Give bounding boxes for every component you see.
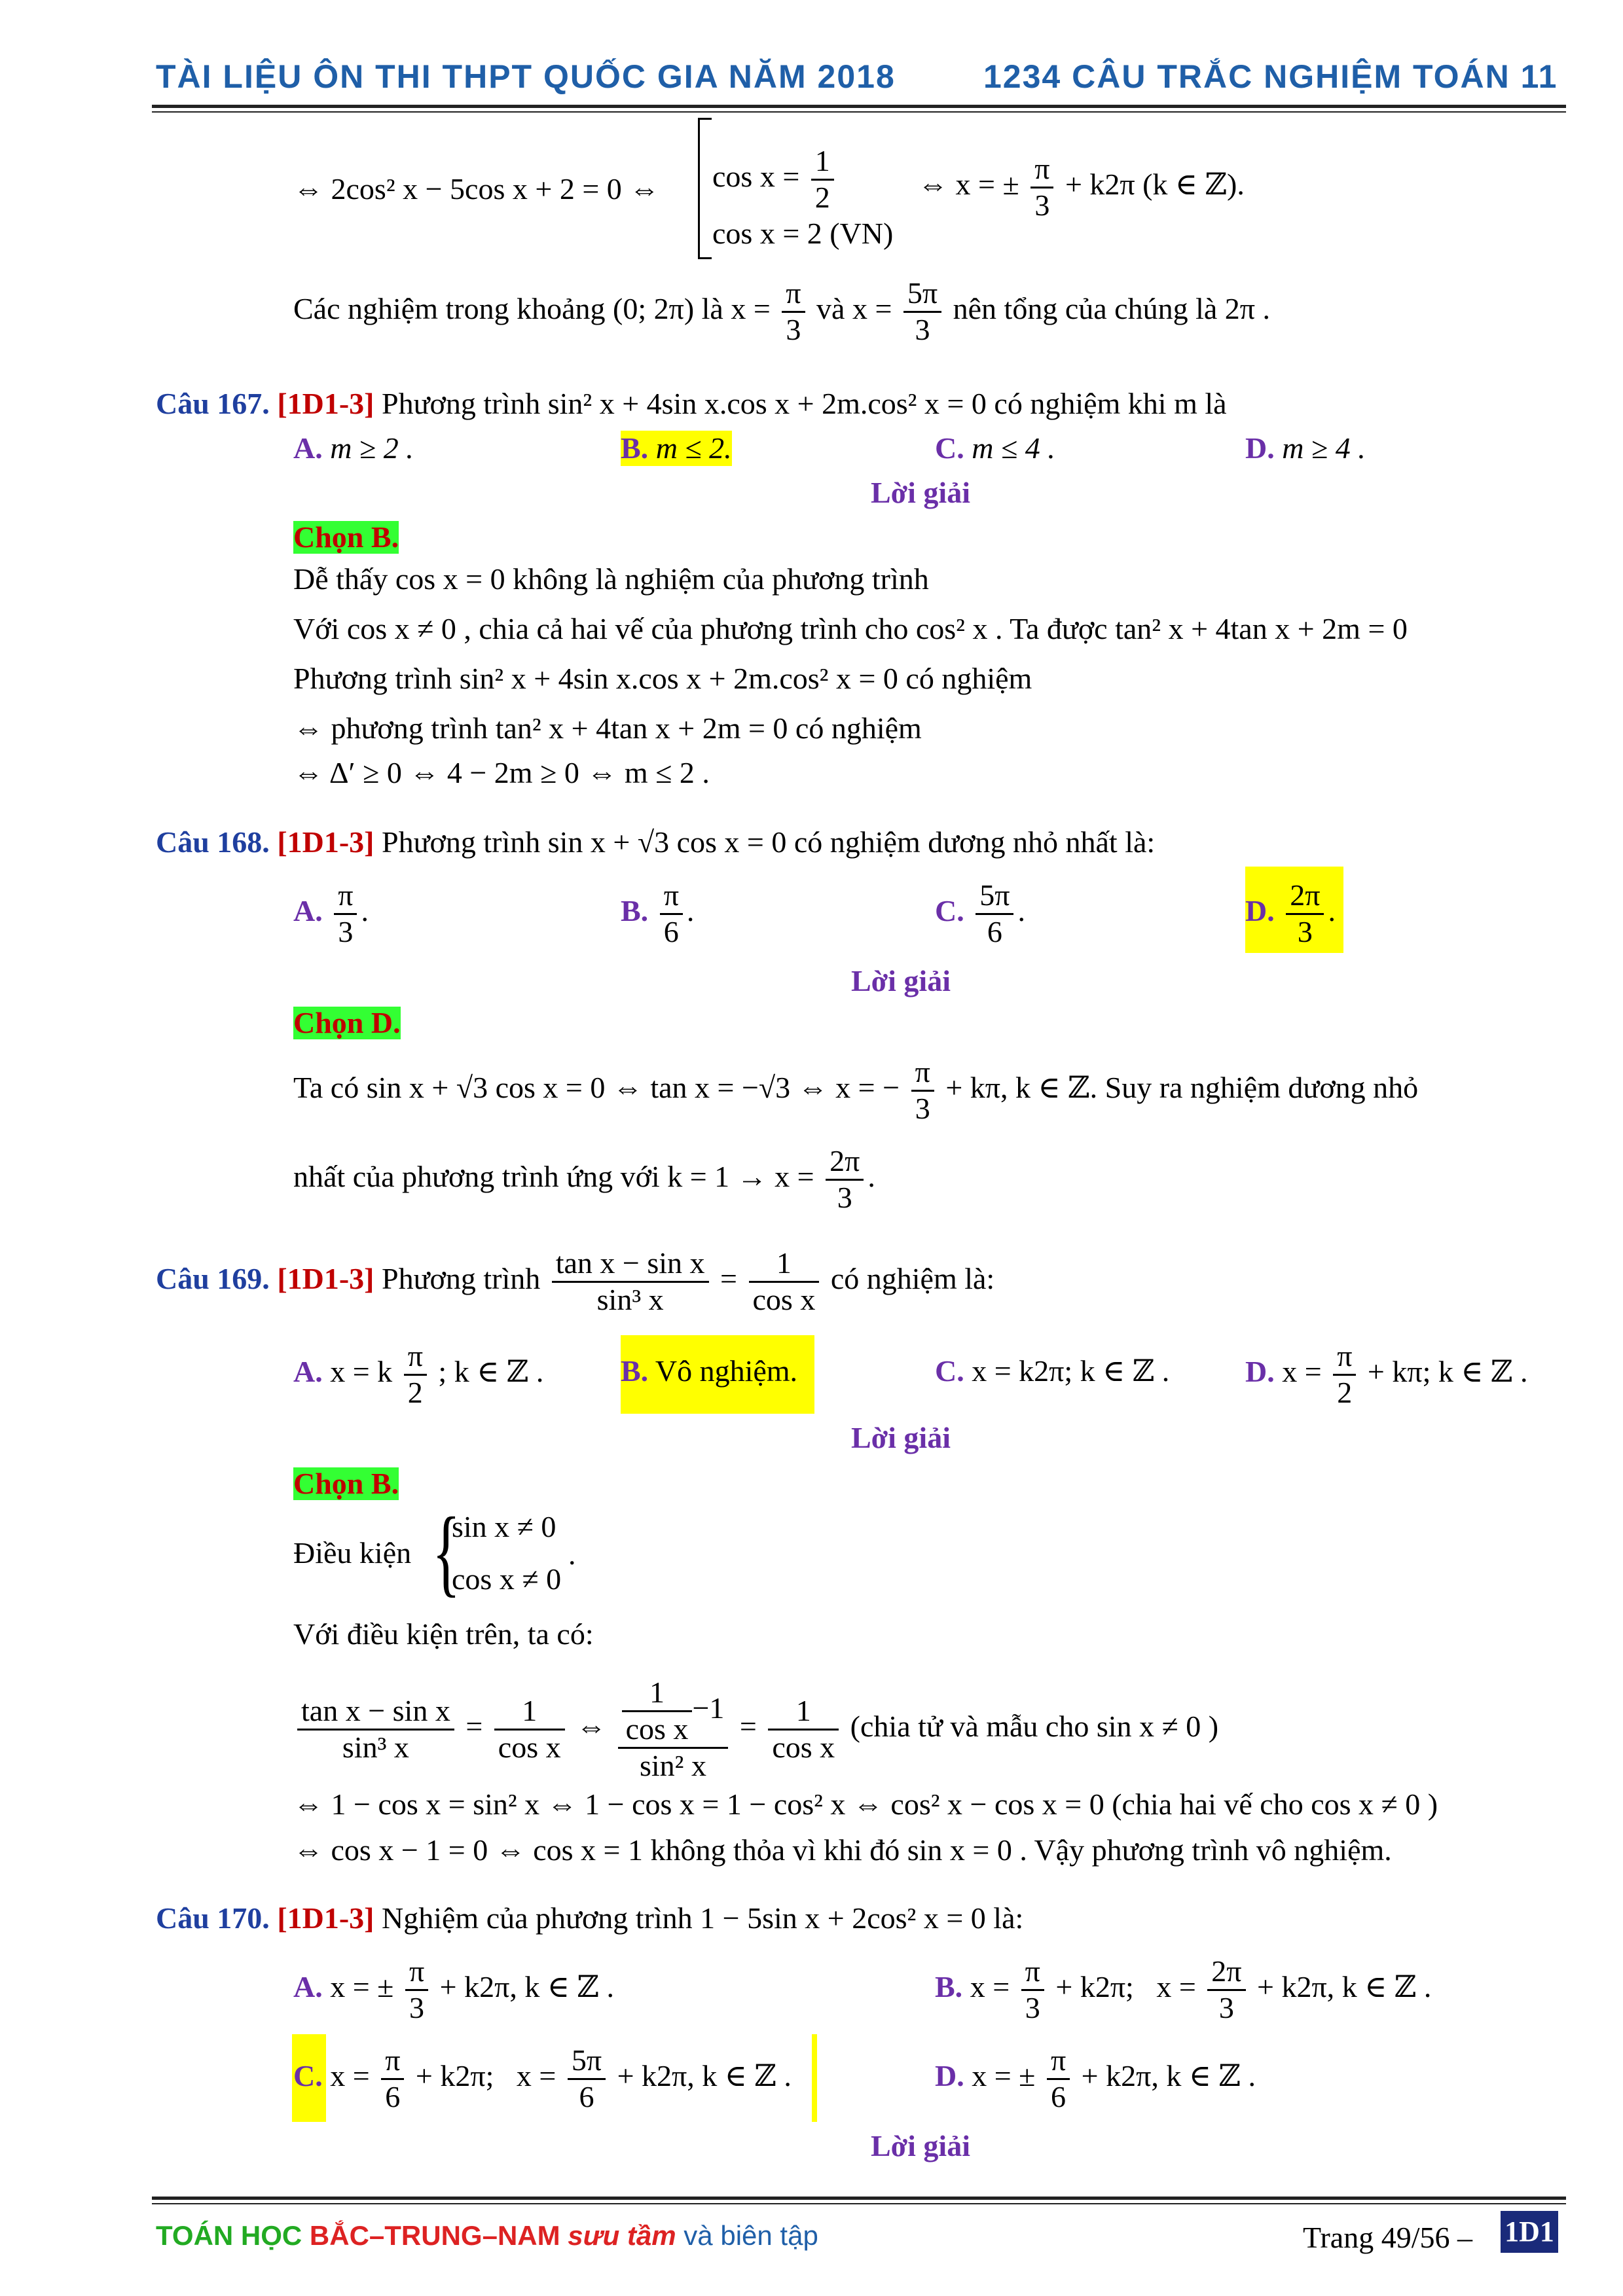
q169-title: Câu 169. [1D1-3] Phương trình $\frac{\text{tan x − sin x}}{\text{sin³ x}}$ = $\frac{1}{\text{cos x}}$ có nghiệm là:	[156, 1246, 995, 1316]
header-left: TÀI LIỆU ÔN THI THPT QUỐC GIA NĂM 2018	[156, 58, 896, 95]
fraction: $\frac{1}{\text{cos x}}$ −1 sin² x	[618, 1676, 729, 1784]
fraction: $\frac{\pi}{3}$	[782, 276, 805, 348]
q168-title: Câu 168. [1D1-3] Phương trình sin x + √3 cos x = 0 có nghiệm dương nhỏ nhất là:	[156, 825, 1156, 859]
header-right: 1234 CÂU TRẮC NGHIỆM TOÁN 11	[983, 58, 1558, 95]
q167-option-c: C. m ≤ 4 .	[935, 431, 1055, 465]
fraction: $\frac{2\pi}{3}$	[826, 1144, 864, 1215]
header-rule	[152, 105, 1566, 108]
q167-option-d: D. m ≥ 4 .	[1245, 431, 1366, 465]
q169-s2: $\frac{\text{tan x − sin x}}{\text{sin³ x}}$ = $\frac{1}{\text{cos x}}$ ⇔ $\frac{1}{\text{cos x}}$ −1 sin² x = $\frac{1}{\text{cos x}}$ (chia tử và mẫu cho sin x ≠ 0 )	[293, 1676, 1218, 1784]
q170-c-highlight-bar	[812, 2034, 817, 2122]
page-number: Trang 49/56 –	[1303, 2221, 1472, 2254]
q170-option-a: A. x = ± $\frac{\pi}{3}$ + k2π, k ∈ ℤ .	[293, 1954, 614, 2024]
fraction: $\frac{\pi}{3}$	[1030, 152, 1053, 223]
fraction: $\frac{\pi}{6}$	[660, 878, 683, 950]
q168-option-d: D. $\frac{2\pi}{3}$ .	[1245, 878, 1336, 948]
q167-option-b: B. m ≤ 2.	[621, 431, 732, 465]
q169-option-b: B. Vô nghiệm.	[621, 1354, 798, 1388]
footer-left: TOÁN HỌC BẮC–TRUNG–NAM sưu tầm và biên tập	[156, 2220, 818, 2251]
q168-s1: Ta có sin x + √3 cos x = 0 ⇔ tan x = −√3 ⇔ x = − $\frac{\pi}{3}$ + kπ, k ∈ ℤ. Suy ra nghiệm dương nhỏ	[293, 1055, 1419, 1125]
q169-dk: Điều kiện	[293, 1536, 412, 1570]
q170-option-b: B. x = $\frac{\pi}{3}$ + k2π; x = $\frac{2\pi}{3}$ + k2π, k ∈ ℤ .	[935, 1954, 1432, 2024]
q167-s1: Dễ thấy cos x = 0 không là nghiệm của phương trình	[293, 562, 929, 596]
fraction: $\frac{\pi}{2}$	[404, 1339, 427, 1410]
q168-option-a: A. $\frac{\pi}{3}$ .	[293, 878, 369, 948]
fraction: $\frac{\text{tan x − sin x}}{\text{sin³ x}}$	[552, 1246, 709, 1318]
q167-s3: Phương trình sin² x + 4sin x.cos x + 2m.cos² x = 0 có nghiệm	[293, 662, 1032, 695]
q170-option-d: D. x = ± $\frac{\pi}{6}$ + k2π, k ∈ ℤ .	[935, 2043, 1256, 2113]
q169-s1: Với điều kiện trên, ta có:	[293, 1617, 594, 1651]
q170-loigiai: Lời giải	[871, 2129, 970, 2162]
footer-rule	[152, 2197, 1566, 2200]
fraction: $\frac{5\pi}{6}$	[568, 2043, 606, 2115]
q167-loigiai: Lời giải	[871, 476, 970, 509]
fraction: $\frac{\pi}{3}$	[334, 878, 357, 950]
q168-s2: nhất của phương trình ứng với k = 1 → x = $\frac{2\pi}{3}$ .	[293, 1144, 875, 1214]
fraction: $\frac{1}{\text{cos x}}$	[768, 1694, 839, 1765]
fraction: $\frac{\pi}{3}$	[1021, 1954, 1044, 2026]
q169-option-c: C. x = k2π; k ∈ ℤ .	[935, 1354, 1170, 1388]
q167-title: Câu 167. [1D1-3] Phương trình sin² x + 4sin x.cos x + 2m.cos² x = 0 có nghiệm khi m là	[156, 387, 1227, 420]
q169-option-d: D. x = $\frac{\pi}{2}$ + kπ; k ∈ ℤ .	[1245, 1339, 1528, 1409]
footer-rule-thin	[152, 2203, 1566, 2204]
q169-option-a: A. x = k $\frac{\pi}{2}$ ; k ∈ ℤ .	[293, 1339, 544, 1409]
q169-dk-dot: .	[568, 1537, 576, 1571]
prev-sum: Các nghiệm trong khoảng (0; 2π) là x = $\frac{\pi}{3}$ và x = $\frac{5\pi}{3}$ nên tổng của chúng là 2π .	[293, 276, 1270, 346]
fraction: $\frac{\pi}{3}$	[405, 1954, 428, 2026]
q169-s3: ⇔ 1 − cos x = sin² x ⇔ 1 − cos x = 1 − cos² x ⇔ cos² x − cos x = 0 (chia hai vế cho cos x ≠ 0 )	[293, 1787, 1438, 1821]
q168-loigiai: Lời giải	[851, 964, 951, 997]
fraction: $\frac{\pi}{6}$	[1047, 2043, 1070, 2115]
fraction: $\frac{5\pi}{3}$	[903, 276, 941, 348]
prev-eq: ⇔ 2cos² x − 5cos x + 2 = 0 ⇔	[293, 172, 660, 206]
prev-case2: cos x = 2 (VN)	[712, 217, 894, 250]
q167-s2: Với cos x ≠ 0 , chia cả hai vế của phương trình cho cos² x . Ta được tan² x + 4tan x + 2m = 0	[293, 612, 1408, 645]
fraction: $\frac{1}{\text{cos x}}$	[494, 1694, 565, 1765]
q168-d-highlight-bar	[1338, 867, 1343, 953]
q167-s4: ⇔ phương trình tan² x + 4tan x + 2m = 0 có nghiệm	[293, 711, 922, 745]
fraction: $\frac{\pi}{6}$	[381, 2043, 404, 2115]
q170-option-c: C. x = $\frac{\pi}{6}$ + k2π; x = $\frac{5\pi}{6}$ + k2π, k ∈ ℤ .	[293, 2043, 792, 2113]
q169-dk2: cos x ≠ 0	[452, 1562, 562, 1596]
fraction: $\frac{\pi}{3}$	[911, 1055, 934, 1126]
fraction: $\frac{2\pi}{3}$	[1207, 1954, 1245, 2026]
q169-dk1: sin x ≠ 0	[452, 1510, 556, 1543]
fraction: $\frac{5\pi}{6}$	[976, 878, 1013, 950]
prev-case1: cos x = $\frac{1}{2}$	[712, 144, 838, 215]
brace-icon: {	[432, 1498, 461, 1606]
q169-chon: Chọn B.	[293, 1467, 399, 1500]
header-rule-thin	[152, 111, 1566, 113]
q167-s5: ⇔ Δ′ ≥ 0 ⇔ 4 − 2m ≥ 0 ⇔ m ≤ 2 .	[293, 756, 710, 789]
q170-title: Câu 170. [1D1-3] Nghiệm của phương trình 1 − 5sin x + 2cos² x = 0 là:	[156, 1901, 1024, 1935]
fraction: $\frac{1}{2}$	[811, 144, 834, 215]
q169-loigiai: Lời giải	[851, 1421, 951, 1454]
q169-s4: ⇔ cos x − 1 = 0 ⇔ cos x = 1 không thỏa vì khi đó sin x = 0 . Vậy phương trình vô nghiệm.	[293, 1833, 1392, 1867]
q168-option-b: B. $\frac{\pi}{6}$ .	[621, 878, 695, 948]
q168-chon: Chọn D.	[293, 1006, 401, 1039]
case-bracket	[698, 118, 712, 259]
fraction: $\frac{\text{tan x − sin x}}{\text{sin³ x}}$	[297, 1694, 454, 1765]
q167-option-a: A. m ≥ 2 .	[293, 431, 414, 465]
fraction: $\frac{1}{\text{cos x}}$	[749, 1246, 820, 1318]
prev-result: ⇔ x = ± $\frac{\pi}{3}$ + k2π (k ∈ ℤ).	[918, 152, 1245, 222]
fraction: $\frac{\pi}{2}$	[1333, 1339, 1356, 1410]
q167-chon: Chọn B.	[293, 520, 399, 554]
fraction: $\frac{1}{\text{cos x}}$	[622, 1676, 693, 1747]
chapter-badge: 1D1	[1501, 2211, 1558, 2253]
q168-option-c: C. $\frac{5\pi}{6}$ .	[935, 878, 1025, 948]
fraction: $\frac{2\pi}{3}$	[1286, 878, 1324, 950]
